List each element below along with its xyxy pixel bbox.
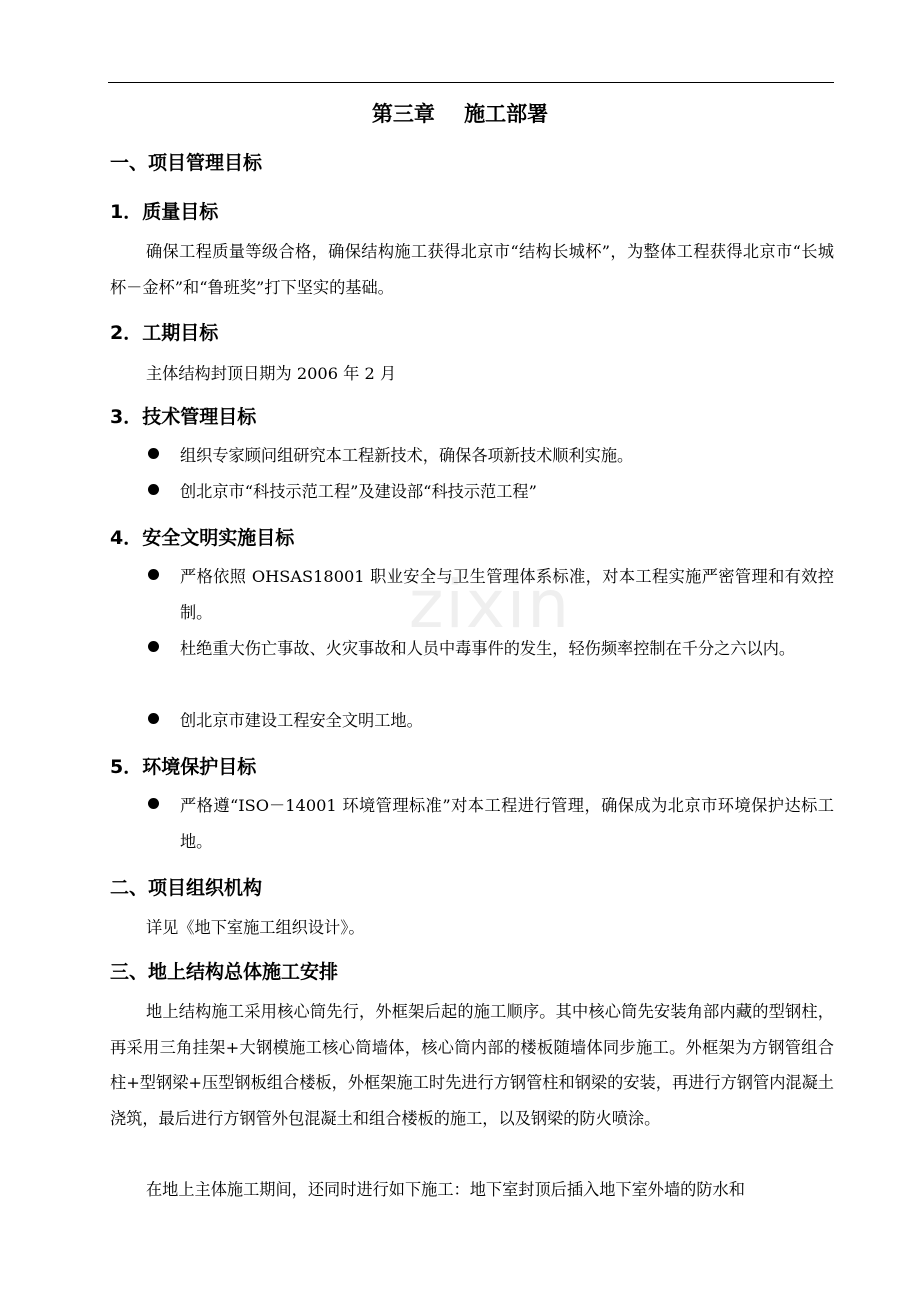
- list-item-text: 严格遵“ISO－14001 环境管理标准”对本工程进行管理，确保成为北京市环境保护达标工地。: [180, 796, 834, 851]
- bullet-icon: [148, 798, 159, 809]
- section-2-text: 详见《地下室施工组织设计》。: [146, 918, 365, 937]
- quality-goal-text: 确保工程质量等级合格，确保结构施工获得北京市“结构长城杯”，为整体工程获得北京市“长城杯－金杯”和“鲁班奖”打下坚实的基础。: [110, 242, 834, 297]
- section-2-heading: 二、项目组织机构: [110, 877, 263, 899]
- list-item-text: 创北京市建设工程安全文明工地。: [180, 711, 423, 730]
- section-1-heading: 一、项目管理目标: [110, 152, 263, 174]
- environment-goal-heading: 5．环境保护目标: [110, 756, 257, 778]
- bullet-icon: [148, 641, 159, 652]
- tech-goal-heading: 3．技术管理目标: [110, 406, 257, 428]
- quality-goal-heading: 1．质量目标: [110, 201, 219, 223]
- chapter-title: 第三章 施工部署: [371, 102, 549, 126]
- safety-goal-heading: 4．安全文明实施目标: [110, 527, 295, 549]
- bullet-icon: [148, 484, 159, 495]
- list-item-text: 严格依照 OHSAS18001 职业安全与卫生管理体系标准，对本工程实施严密管理和有效控制。: [180, 567, 834, 622]
- list-item-text: 组织专家顾问组研究本工程新技术，确保各项新技术顺利实施。: [180, 446, 634, 465]
- header-rule: [108, 82, 834, 83]
- bullet-icon: [148, 448, 159, 459]
- schedule-goal-heading: 2．工期目标: [110, 322, 219, 344]
- section-3-heading: 三、地上结构总体施工安排: [110, 961, 339, 983]
- bullet-icon: [148, 713, 159, 724]
- list-item-text: 杜绝重大伤亡事故、火灾事故和人员中毒事件的发生，轻伤频率控制在千分之六以内。: [180, 639, 796, 658]
- section-3-paragraph-1: 地上结构施工采用核心筒先行，外框架后起的施工顺序。其中核心筒先安装角部内藏的型钢柱，再采用三角挂架+大钢模施工核心筒墙体，核心筒内部的楼板随墙体同步施工。外框架为方钢管组合柱+型钢梁+压型钢板组合楼板，外框架施工时先进行方钢管柱和钢梁的安装，再进行方钢管内混凝土浇筑，最后进行方钢管外包混凝土和组合楼板的施工，以及钢梁的防火喷涂。: [110, 1002, 834, 1128]
- bullet-icon: [148, 569, 159, 580]
- watermark: zixin: [408, 566, 572, 643]
- section-3-paragraph-2: 在地上主体施工期间，还同时进行如下施工：地下室封顶后插入地下室外墙的防水和: [146, 1180, 745, 1199]
- list-item-text: 创北京市“科技示范工程”及建设部“科技示范工程”: [180, 482, 537, 501]
- schedule-goal-text: 主体结构封顶日期为 2006 年 2 月: [146, 364, 397, 383]
